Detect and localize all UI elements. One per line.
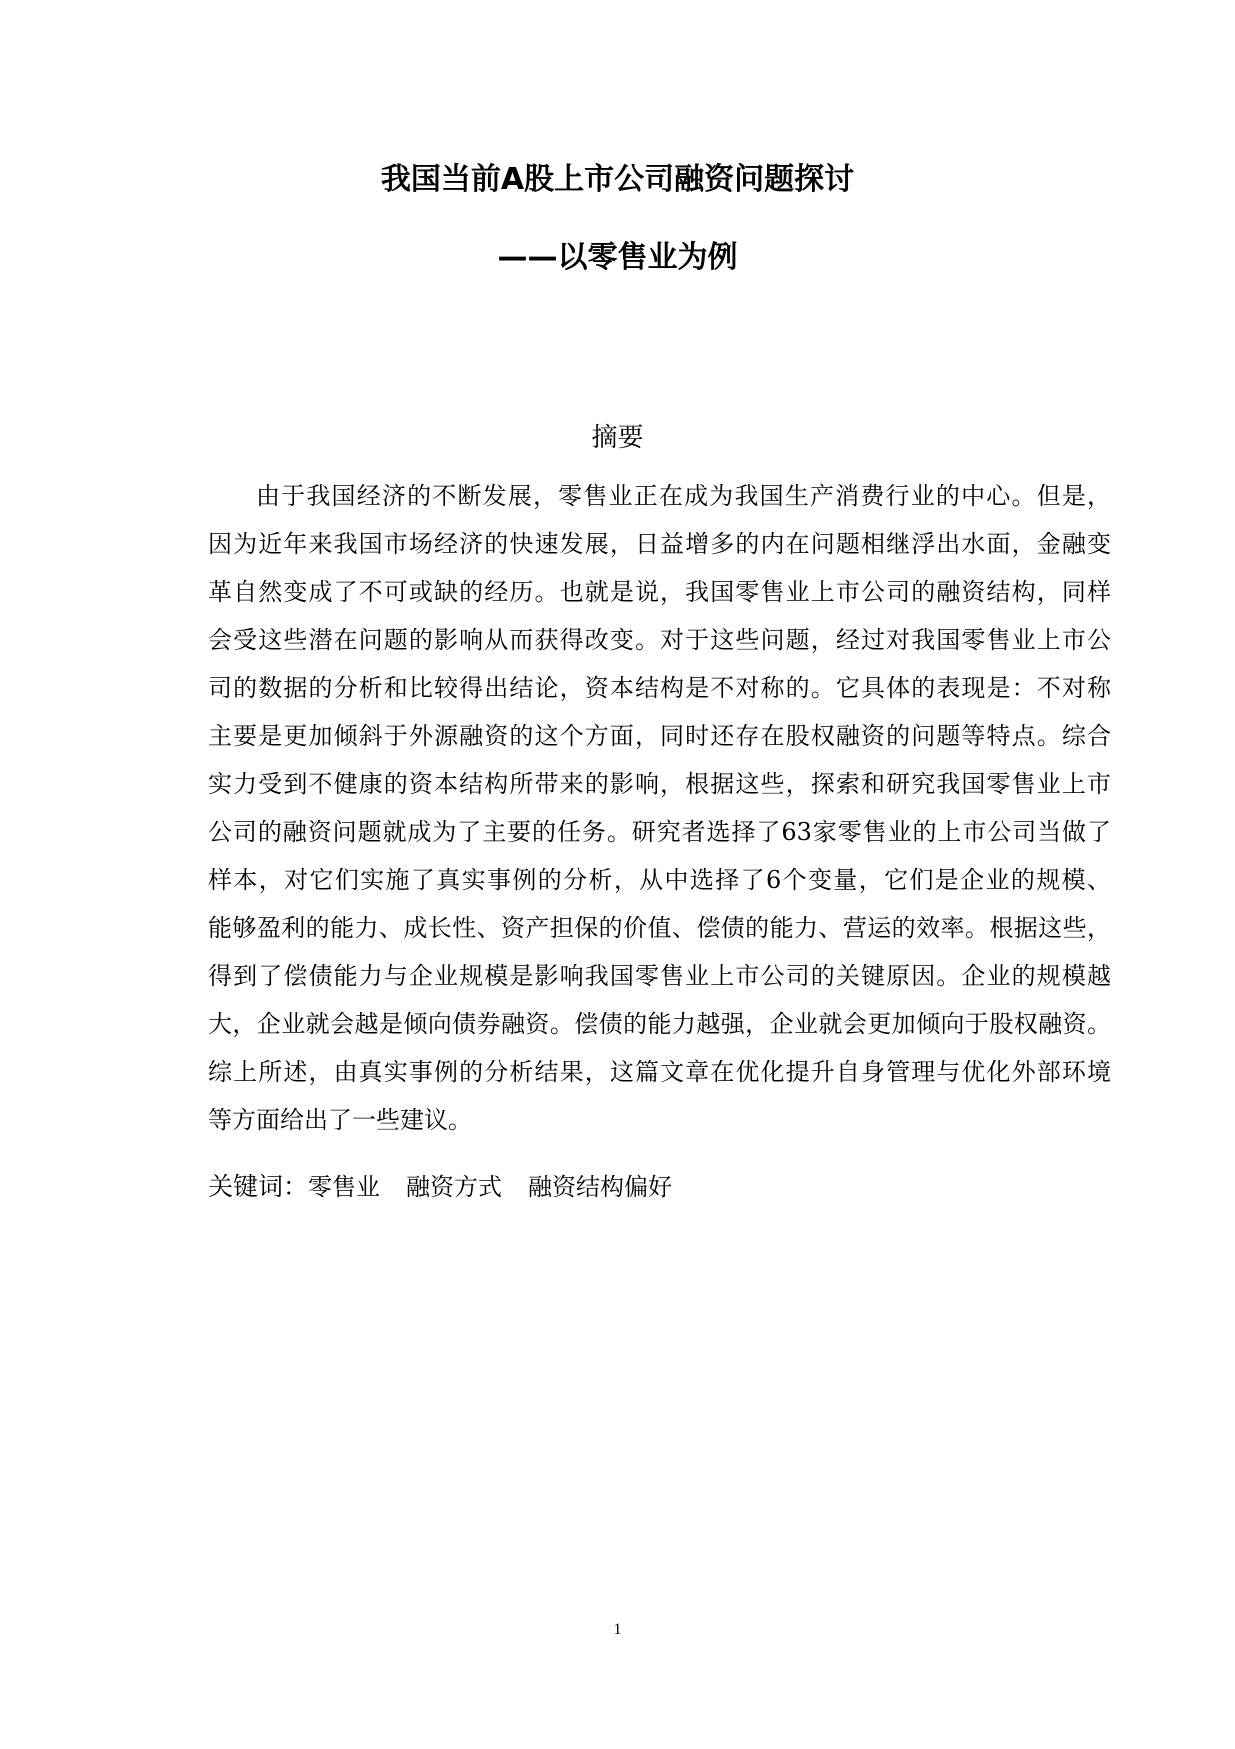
abstract-line: 公司的融资问题就成为了主要的任务。研究者选择了63家零售业的上市公司当做了 xyxy=(208,818,1111,846)
abstract-heading: 摘要 xyxy=(591,423,644,453)
abstract-body xyxy=(208,472,1111,1144)
abstract-line: 能够盈利的能力、成长性、资产担保的价值、偿债的能力、营运的效率。根据这些， xyxy=(208,914,1111,942)
abstract-line: 大，企业就会越是倾向债券融资。偿债的能力越强，企业就会更加倾向于股权融资。 xyxy=(208,1010,1111,1038)
abstract-line: 由于我国经济的不断发展，零售业正在成为我国生产消费行业的中心。但是， xyxy=(256,482,1111,510)
abstract-line: 主要是更加倾斜于外源融资的这个方面，同时还存在股权融资的问题等特点。综合 xyxy=(208,722,1111,750)
abstract-line: 实力受到不健康的资本结构所带来的影响，根据这些，探索和研究我国零售业上市 xyxy=(208,770,1111,798)
abstract-line: 会受这些潜在问题的影响从而获得改变。对于这些问题，经过对我国零售业上市公 xyxy=(208,626,1111,654)
document-title: 我国当前A股上市公司融资问题探讨 xyxy=(380,162,855,197)
keyword: 零售业 xyxy=(308,1173,381,1201)
abstract-line: 等方面给出了一些建议。 xyxy=(208,1106,472,1134)
document-subtitle: ——以零售业为例 xyxy=(497,240,738,275)
keyword: 融资方式 xyxy=(406,1173,503,1201)
keywords-row xyxy=(208,1163,698,1211)
keyword: 融资结构偏好 xyxy=(528,1173,673,1201)
abstract-line: 革自然变成了不可或缺的经历。也就是说，我国零售业上市公司的融资结构，同样 xyxy=(208,578,1111,606)
abstract-line: 司的数据的分析和比较得出结论，资本结构是不对称的。它具体的表现是：不对称 xyxy=(208,674,1111,702)
abstract-line: 因为近年来我国市场经济的快速发展，日益增多的内在问题相继浮出水面，金融变 xyxy=(208,530,1111,558)
abstract-line: 样本，对它们实施了真实事例的分析，从中选择了6个变量，它们是企业的规模、 xyxy=(208,866,1111,894)
keywords-label: 关键词： xyxy=(208,1172,309,1201)
page-number: 1 xyxy=(613,1621,622,1638)
abstract-line: 综上所述，由真实事例的分析结果，这篇文章在优化提升自身管理与优化外部环境 xyxy=(208,1058,1111,1086)
abstract-line: 得到了偿债能力与企业规模是影响我国零售业上市公司的关键原因。企业的规模越 xyxy=(208,962,1111,990)
